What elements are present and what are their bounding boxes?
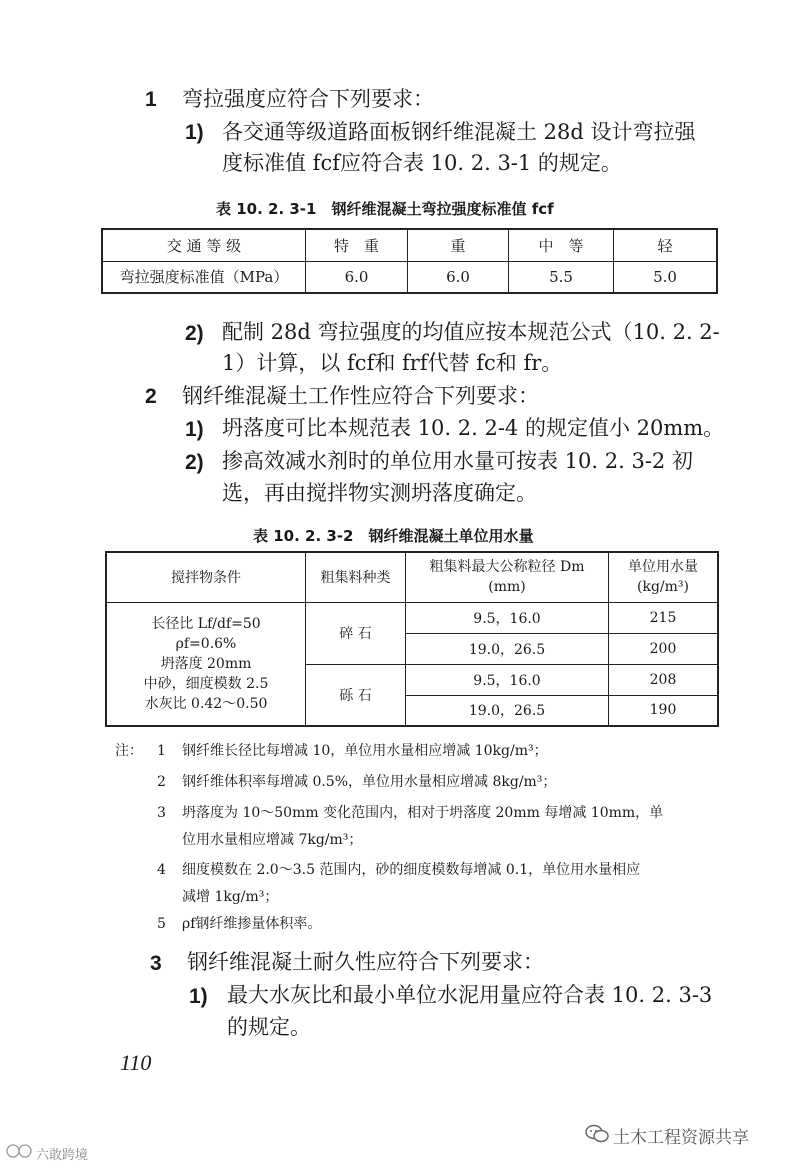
page-number: 110 xyxy=(120,1050,152,1075)
item-1-2-number: 2) xyxy=(185,322,204,345)
item-3-1-number: 1) xyxy=(189,985,208,1008)
item-1-number: 1 xyxy=(145,88,157,111)
table1 xyxy=(101,228,718,294)
item-1-2-line1: 配制 28d 弯拉强度的均值应按本规范公式（10. 2. 2- xyxy=(222,320,720,344)
watermark-left: 六敢跨境 xyxy=(36,1148,89,1163)
item-3-number: 3 xyxy=(150,952,162,975)
item-3-1-line2: 的规定。 xyxy=(227,1015,311,1039)
item-2-number: 2 xyxy=(145,385,157,408)
item-1-1-number: 1) xyxy=(185,121,204,144)
table1-header-2: 重 xyxy=(408,229,509,261)
condition-volume-rate: ρf=0.6% xyxy=(175,635,237,652)
note-3-line2: 位用水量相应增减 7kg/m³； xyxy=(182,832,363,848)
table2-size: 19.0，26.5 xyxy=(406,633,609,664)
note-3-line1: 坍落度为 10～50mm 变化范围内，相对于坍落度 20mm 每增减 10mm，单 xyxy=(182,805,664,821)
table2-size: 19.0，26.5 xyxy=(406,695,609,726)
note-2-number: 2 xyxy=(157,774,166,790)
item-3-1-line1: 最大水灰比和最小单位水泥用量应符合表 10. 2. 3-3 xyxy=(227,983,713,1007)
item-2-2-number: 2) xyxy=(185,451,204,474)
note-1-text: 钢纤维长径比每增减 10，单位用水量相应增减 10kg/m³； xyxy=(182,743,548,759)
item-2-text: 钢纤维混凝土工作性应符合下列要求： xyxy=(182,384,539,408)
item-2-2-line1: 掺高效减水剂时的单位用水量可按表 10. 2. 3-2 初 xyxy=(222,449,693,473)
note-2-text: 钢纤维体积率每增减 0.5%，单位用水量相应增减 8kg/m³； xyxy=(182,774,557,790)
table1-header-0: 交 通 等 级 xyxy=(102,229,306,261)
note-4-line1: 细度模数在 2.0～3.5 范围内，砂的细度模数每增减 0.1，单位用水量相应 xyxy=(182,862,641,878)
table1-value-0: 6.0 xyxy=(306,261,408,293)
item-1-2-line2: 1）计算，以 fcf和 frf代替 fc和 fr。 xyxy=(222,351,563,375)
table2-water: 200 xyxy=(609,633,719,664)
item-1-text: 弯拉强度应符合下列要求： xyxy=(182,87,434,111)
table2 xyxy=(105,551,719,727)
note-3-number: 3 xyxy=(157,805,166,821)
item-1-1-line2: 度标准值 fcf应符合表 10. 2. 3-1 的规定。 xyxy=(222,151,622,175)
table2-aggregate-crushed: 碎 石 xyxy=(306,602,406,664)
item-2-1-line1: 坍落度可比本规范表 10. 2. 2-4 的规定值小 20mm。 xyxy=(222,416,725,440)
table2-header-water-title: 单位用水量 xyxy=(628,559,698,576)
condition-slump: 坍落度 20mm xyxy=(160,655,252,672)
note-5-text: ρf钢纤维掺量体积率。 xyxy=(182,916,322,932)
item-2-2-line2: 选，再由搅拌物实测坍落度确定。 xyxy=(222,481,537,505)
notes-label: 注： xyxy=(115,743,143,759)
table2-header-size xyxy=(406,552,609,602)
note-4-line2: 减增 1kg/m³； xyxy=(182,889,279,905)
table2-aggregate-gravel: 砾 石 xyxy=(306,664,406,726)
note-1-number: 1 xyxy=(157,743,166,759)
table2-water: 190 xyxy=(609,695,719,726)
note-5-number: 5 xyxy=(157,916,166,932)
table1-header-1: 特 重 xyxy=(306,229,408,261)
item-2-1-number: 1) xyxy=(185,418,204,441)
condition-sand: 中砂，细度模数 2.5 xyxy=(143,675,269,692)
note-4-number: 4 xyxy=(157,862,166,878)
watermark-right: 土木工程资源共享 xyxy=(613,1128,749,1148)
condition-wc-ratio: 水灰比 0.42～0.50 xyxy=(144,695,268,712)
table2-size: 9.5，16.0 xyxy=(406,664,609,695)
table1-header-3: 中 等 xyxy=(509,229,614,261)
table2-header-size-title: 粗集料最大公称粒径 Dm xyxy=(429,559,585,576)
table2-header-condition: 搅拌物条件 xyxy=(106,552,306,602)
watermark-logo-icon xyxy=(5,1143,35,1163)
condition-aspect-ratio: 长径比 Lf/df=50 xyxy=(151,615,261,632)
table1-value-1: 6.0 xyxy=(408,261,509,293)
wechat-icon xyxy=(585,1124,609,1148)
table1-value-2: 5.5 xyxy=(509,261,614,293)
table2-header-size-unit: (mm) xyxy=(488,579,526,596)
table2-header-water-unit: (kg/m³) xyxy=(637,579,689,596)
table2-caption: 表 10. 2. 3-2 钢纤维混凝土单位用水量 xyxy=(253,527,534,545)
item-3-text: 钢纤维混凝土耐久性应符合下列要求： xyxy=(187,950,544,974)
table1-row-label: 弯拉强度标准值（MPa） xyxy=(102,261,306,293)
table2-conditions xyxy=(106,602,306,726)
table1-header-4: 轻 xyxy=(614,229,718,261)
item-1-1-line1: 各交通等级道路面板钢纤维混凝土 28d 设计弯拉强 xyxy=(222,120,696,144)
table2-water: 208 xyxy=(609,664,719,695)
table2-size: 9.5，16.0 xyxy=(406,602,609,633)
table2-header-water xyxy=(609,552,719,602)
table1-caption: 表 10. 2. 3-1 钢纤维混凝土弯拉强度标准值 fcf xyxy=(216,200,554,218)
table2-water: 215 xyxy=(609,602,719,633)
table2-header-aggregate: 粗集料种类 xyxy=(306,552,406,602)
table1-value-3: 5.0 xyxy=(614,261,718,293)
